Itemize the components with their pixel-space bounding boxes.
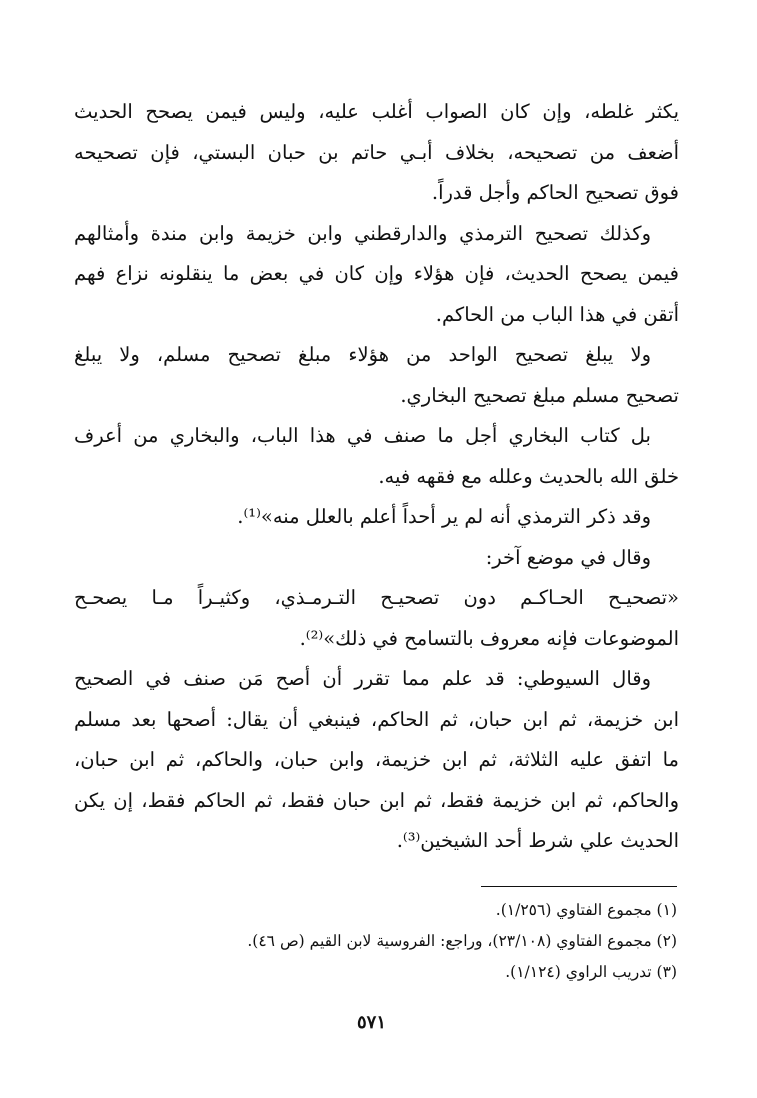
text-line: بل كتاب البخاري أجل ما صنف في هذا الباب، والبخاري من أعرف [74, 424, 651, 447]
main-text [74, 92, 679, 862]
text-line: وقال السيوطي: قد علم مما تقرر أن أصح مَن صنف في الصحيح [74, 667, 651, 690]
footnote: (٢) مجموع الفتاوي (٢٣/١٠٨)، وراجع: الفروسية لابن القيم (ص ٤٦). [247, 932, 677, 950]
footnotes [77, 895, 677, 988]
text-line: يكثر غلطه، وإن كان الصواب أغلب عليه، وليس فيمن يصحح الحديث [74, 100, 679, 123]
text-line: فوق تصحيح الحاكم وأجل قدراً. [431, 181, 679, 204]
text-line: تصحيح مسلم مبلغ تصحيح البخاري. [400, 383, 679, 407]
text-line: «تصحيـح الحـاكـم دون تصحيـح التـرمـذي، وكثيـراً مـا يصحـح [74, 586, 679, 609]
footnote-separator [481, 886, 677, 887]
text-line: ما اتفق عليه الثلاثة، ثم ابن خزيمة، وابن حبان، والحاكم، ثم ابن حبان، [74, 748, 679, 771]
text-line: وقد ذكر الترمذي أنه لم ير أحداً أعلم بالعلل منه»⁽¹⁾. [237, 505, 651, 528]
text-line: الحديث علي شرط أحد الشيخين⁽³⁾. [396, 829, 679, 852]
text-line: خلق الله بالحديث وعلله مع فقهه فيه. [378, 464, 679, 488]
text-line: والحاكم، ثم ابن خزيمة فقط، ثم ابن حبان فقط، ثم الحاكم فقط، إن يكن [74, 788, 679, 812]
text-line: فيمن يصحح الحديث، فإن هؤلاء وإن كان في بعض ما ينقلونه نزاع فهم [74, 262, 679, 285]
page-number: ٥٧١ [356, 1012, 386, 1033]
text-line: وكذلك تصحيح الترمذي والدارقطني وابن خزيمة وابن مندة وأمثالهم [74, 221, 651, 245]
text-line: أضعف من تصحيحه، بخلاف أبـي حاتم بن حبان البستي، فإن تصحيحه [74, 140, 679, 164]
text-line: ابن خزيمة، ثم ابن حبان، ثم الحاكم، فينبغي أن يقال: أصحها بعد مسلم [74, 707, 679, 731]
text-line: ولا يبلغ تصحيح الواحد من هؤلاء مبلغ تصحيح مسلم، ولا يبلغ [74, 343, 651, 366]
footnote: (٣) تدريب الراوي (١/١٢٤). [505, 963, 677, 981]
text-line: الموضوعات فإنه معروف بالتسامح في ذلك»⁽²⁾. [299, 626, 679, 650]
footnote: (١) مجموع الفتاوي (١/٢٥٦). [495, 901, 677, 919]
text-line: وقال في موضع آخر: [485, 545, 651, 569]
text-line: أتقن في هذا الباب من الحاكم. [435, 302, 679, 326]
